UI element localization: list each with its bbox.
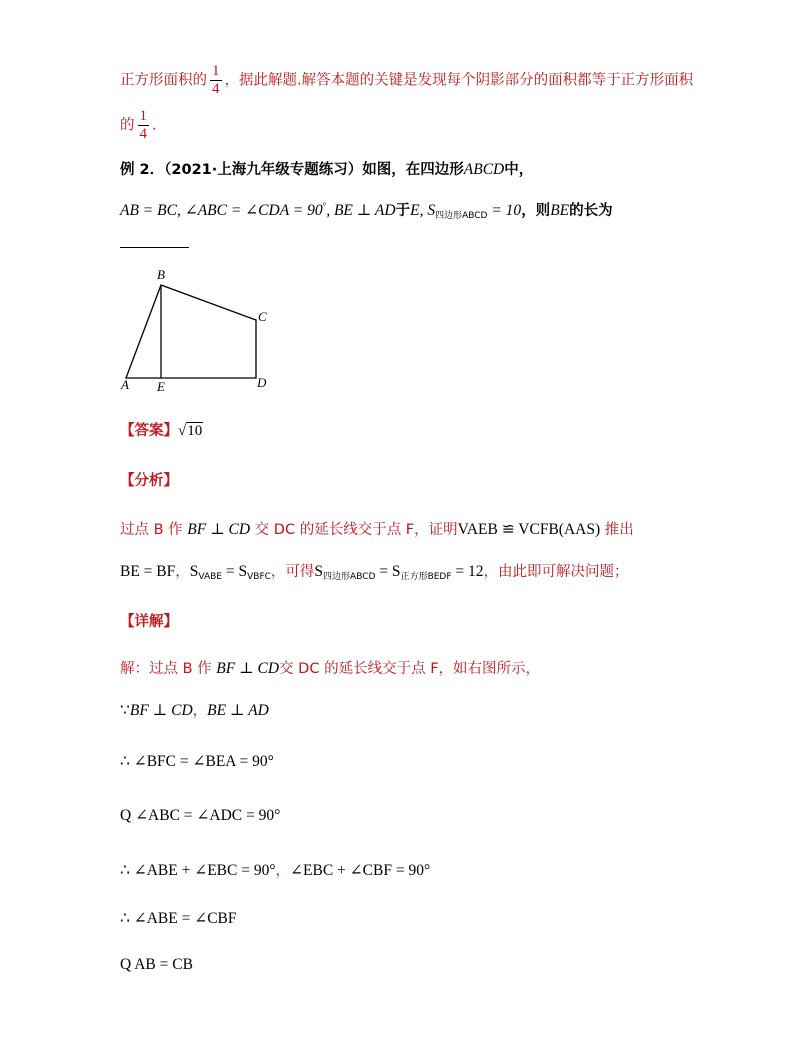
analysis-line-1: 过点 B 作 BF ⊥ CD 交 DC 的延长线交于点 F，证明VAEB ≌ VCFB(AAS) 推出 (120, 521, 634, 538)
label-b: B (157, 267, 165, 282)
analysis-heading: 【分析】 (120, 473, 178, 489)
quadrilateral-figure (115, 265, 280, 395)
intro-text-d: . (152, 117, 157, 134)
sqrt-answer: √10 (178, 423, 203, 439)
label-e: E (157, 379, 165, 394)
fraction-one-quarter-2: $\frac{1}{4}$ (139, 108, 147, 142)
fraction-one-quarter: $\frac{1}{4}$ (212, 63, 220, 97)
detail-step-3: Q ∠ABC = ∠ADC = 90° (120, 807, 281, 824)
intro-text-a: 正方形面积的 (120, 72, 207, 89)
quadrilateral-abcd (126, 285, 256, 378)
detail-step-1: ∵BF ⊥ CD，BE ⊥ AD (120, 702, 269, 719)
answer-blank (120, 247, 189, 248)
answer-tag: 【答案】 (120, 423, 178, 439)
detail-step-5: ∴ ∠ABE = ∠CBF (120, 910, 237, 927)
label-d: D (257, 375, 267, 390)
intro-text-b: ，据此解题.解答本题的关键是发现每个阴影部分的面积都等于正方形面积 (224, 72, 694, 89)
intro-line-2 (120, 108, 157, 143)
answer-line (120, 421, 203, 441)
example-conditions: AB = BC, ∠ABC = ∠CDA = 90°, BE ⊥ AD于E, $S_{四边形ABCD} = 10$，则BE的长为 (120, 201, 613, 221)
intro-line-1 (120, 63, 693, 98)
detail-step-6: Q AB = CB (120, 956, 193, 973)
label-c: C (258, 309, 267, 324)
label-a: A (121, 377, 129, 392)
detail-intro: 解：过点 B 作 BF ⊥ CD交 DC 的延长线交于点 F，如右图所示， (120, 660, 541, 677)
detail-step-4: ∴ ∠ABE + ∠EBC = 90°，∠EBC + ∠CBF = 90° (120, 862, 431, 879)
detail-heading: 【详解】 (120, 614, 178, 630)
intro-text-c: 的 (120, 117, 135, 134)
detail-step-2: ∴ ∠BFC = ∠BEA = 90° (120, 753, 274, 770)
analysis-line-2: BE = BF，$S_{VABE} = S_{VBFC}$，可得$S_{四边形ABCD} = S_{正方形BEDF} = 12$，由此即可解决问题； (120, 563, 629, 582)
example-heading: 例 2．（2021·上海九年级专题练习）如图，在四边形ABCD中， (120, 161, 534, 178)
